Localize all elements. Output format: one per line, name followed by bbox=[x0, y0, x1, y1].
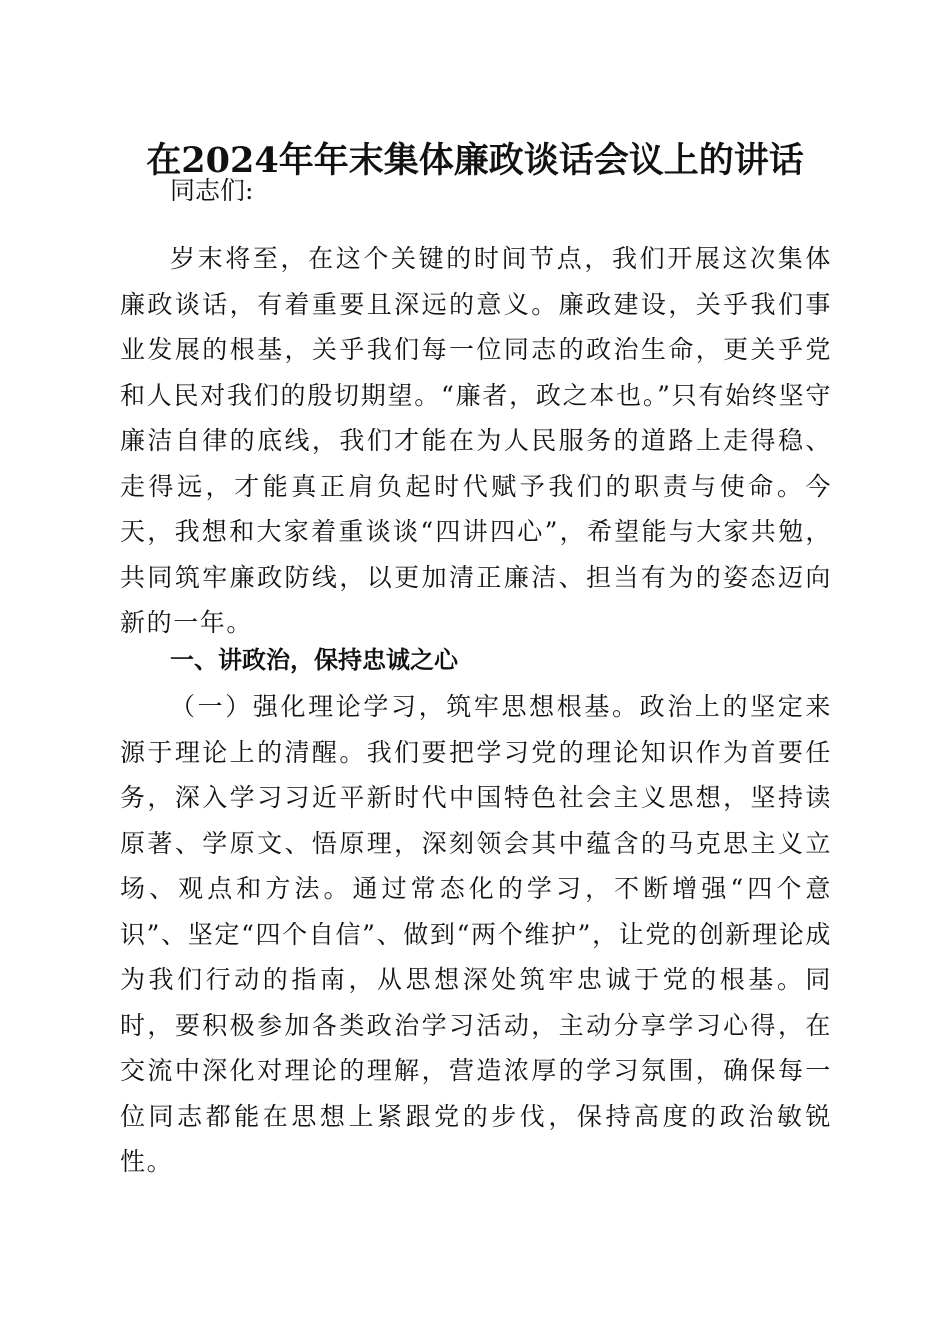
intro-paragraph: 岁末将至，在这个关键的时间节点，我们开展这次集体廉政谈话，有着重要且深远的意义。廉政建设，关乎我们事业发展的根基，关乎我们每一位同志的政治生命，更关乎党和人民对我们的殷切期望。“廉者，政之本也。”只有始终坚守廉洁自律的底线，我们才能在为人民服务的道路上走得稳、走得远，才能真正肩负起时代赋予我们的职责与使命。今天，我想和大家着重谈谈“四讲四心”，希望能与大家共勉，共同筑牢廉政防线，以更加清正廉洁、担当有为的姿态迈向新的一年。 bbox=[120, 244, 832, 637]
section1-subsection1-paragraph: （一）强化理论学习，筑牢思想根基。政治上的坚定来源于理论上的清醒。我们要把学习党的理论知识作为首要任务，深入学习习近平新时代中国特色社会主义思想，坚持读原著、学原文、悟原理，深刻领会其中蕴含的马克思主义立场、观点和方法。通过常态化的学习，不断增强“四个意识”、坚定“四个自信”、做到“两个维护”，让党的创新理论成为我们行动的指南，从思想深处筑牢忠诚于党的根基。同时，要积极参加各类政治学习活动，主动分享学习心得，在交流中深化对理论的理解，营造浓厚的学习氛围，确保每一位同志都能在思想上紧跟党的步伐，保持高度的政治敏锐性。 bbox=[120, 692, 832, 1176]
salutation: 同志们: bbox=[170, 176, 254, 205]
section-heading-1: 一、讲政治，保持忠诚之心 bbox=[170, 646, 458, 674]
document-title: 在2024年年末集体廉政谈话会议上的讲话 bbox=[146, 140, 804, 181]
